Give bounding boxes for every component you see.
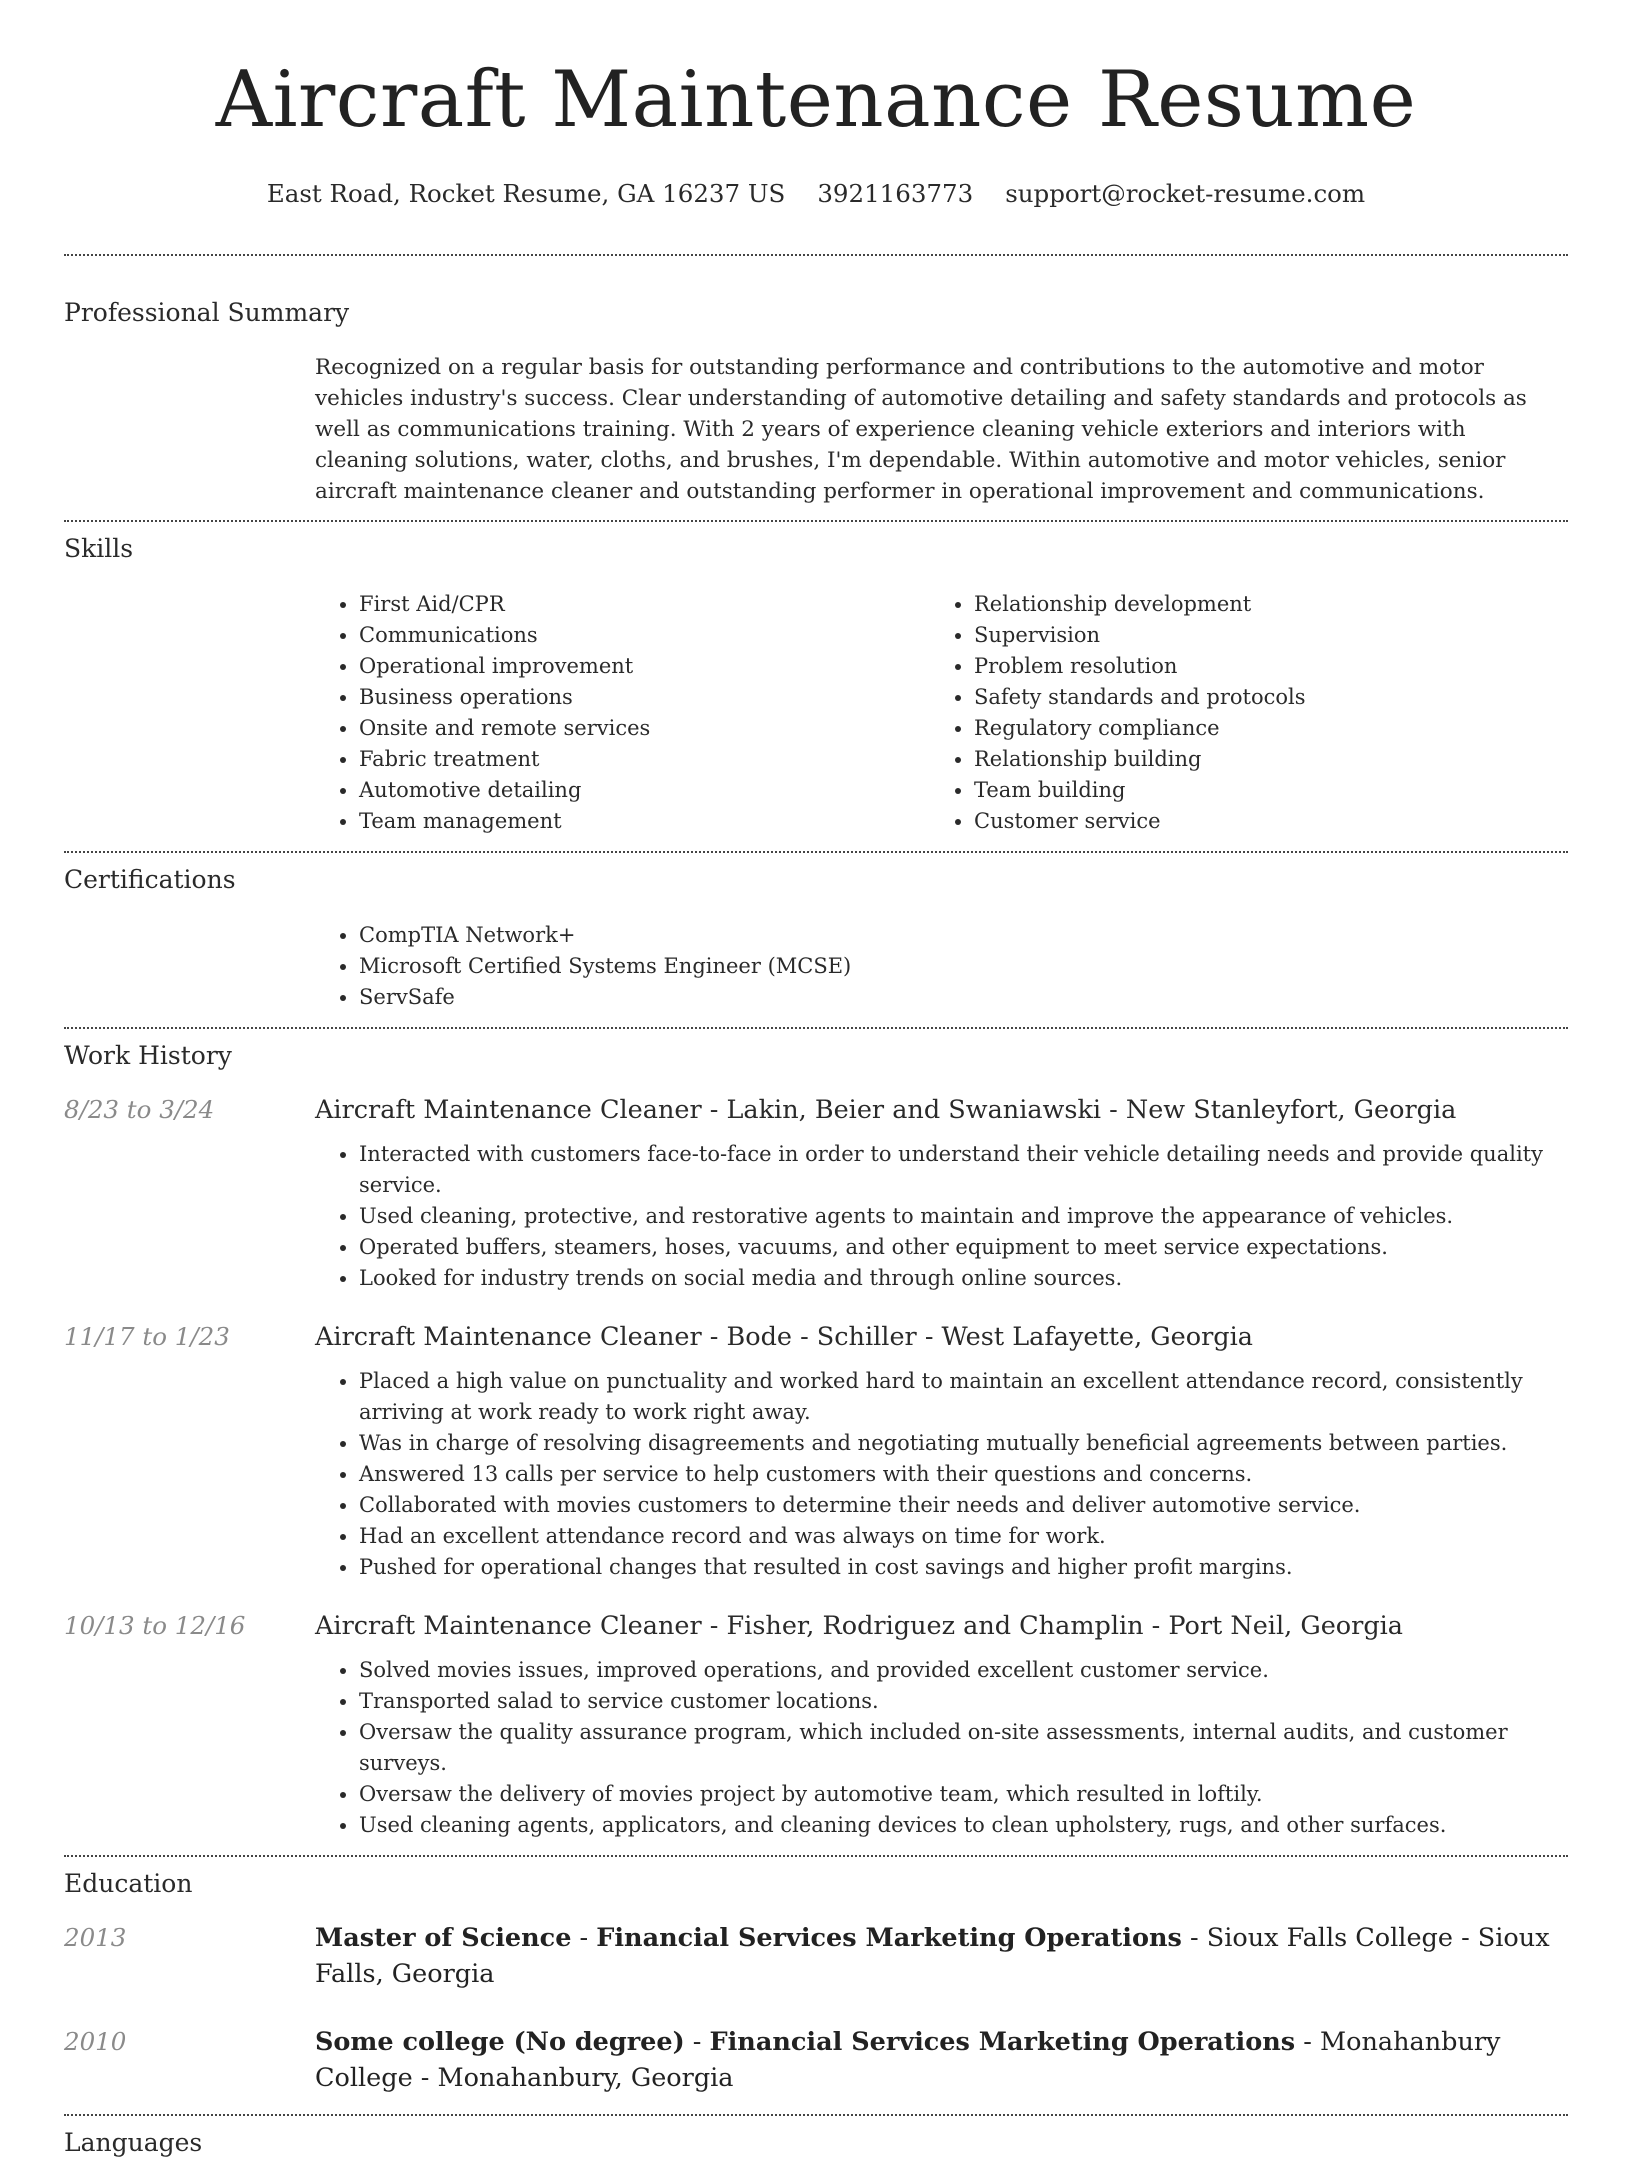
education-entry — [64, 2024, 1568, 2096]
job-heading: Aircraft Maintenance Cleaner - Bode - Schiller - West Lafayette, Georgia — [315, 1322, 1253, 1352]
skill-item: • Customer service — [974, 806, 1568, 837]
divider — [64, 1855, 1568, 1857]
resume-title: Aircraft Maintenance Resume — [215, 55, 1417, 145]
job-bullet: • Operated buffers, steamers, hoses, vacuums, and other equipment to meet service expectations. — [359, 1232, 1568, 1263]
skill-item: • Problem resolution — [974, 651, 1568, 682]
summary-content — [315, 352, 1568, 507]
job-dates: 10/13 to 12/16 — [64, 1611, 246, 1640]
job-entry — [64, 1608, 1568, 1841]
education-school: Monahanbury College — [315, 2027, 1501, 2093]
job-body — [315, 1092, 1568, 1294]
section-title-summary: Professional Summary — [64, 298, 350, 327]
skill-item: • Fabric treatment — [359, 744, 930, 775]
job-bullets — [315, 1655, 1568, 1841]
job-heading: Aircraft Maintenance Cleaner - Lakin, Beier and Swaniawski - New Stanleyfort, Georgia — [315, 1095, 1457, 1125]
skill-item: • Relationship building — [974, 744, 1568, 775]
section-title-work-history: Work History — [64, 1041, 232, 1070]
education-field: Financial Services Marketing Operations — [709, 2027, 1296, 2057]
education-location: Monahanbury, Georgia — [437, 2063, 734, 2093]
job-heading: Aircraft Maintenance Cleaner - Fisher, Rodriguez and Champlin - Port Neil, Georgia — [315, 1611, 1404, 1641]
skills-column-right — [930, 589, 1568, 837]
certifications-bullets — [315, 920, 1568, 1013]
divider — [64, 851, 1568, 853]
section-title-skills: Skills — [64, 534, 134, 563]
section-title-certifications: Certifications — [64, 865, 236, 894]
education-heading: Some college (No degree) - Financial Services Marketing Operations - Monahanbury College - Monahanbury, Georgia — [315, 2027, 1501, 2093]
contact-phone: 3921163773 — [817, 179, 974, 208]
skill-item: • Supervision — [974, 620, 1568, 651]
job-bullets — [315, 1139, 1568, 1294]
certifications-list — [315, 920, 1568, 1013]
skill-item: • Onsite and remote services — [359, 713, 930, 744]
skill-item: • Safety standards and protocols — [974, 682, 1568, 713]
skills-column-left — [315, 589, 930, 837]
section-title-languages: Languages — [64, 2128, 203, 2157]
job-bullet: • Oversaw the delivery of movies project by automotive team, which resulted in loftily. — [359, 1779, 1568, 1810]
job-bullet: • Had an excellent attendance record and was always on time for work. — [359, 1521, 1568, 1552]
certification-item: • ServSafe — [359, 982, 1568, 1013]
job-bullet: • Collaborated with movies customers to determine their needs and deliver automotive service. — [359, 1490, 1568, 1521]
contact-email: support@rocket-resume.com — [1005, 179, 1366, 208]
education-entry — [64, 1920, 1568, 1992]
education-location: Sioux Falls, Georgia — [315, 1923, 1550, 1989]
education-year: 2010 — [64, 2027, 127, 2056]
divider — [64, 520, 1568, 522]
job-bullet: • Was in charge of resolving disagreements and negotiating mutually beneficial agreements between parties. — [359, 1428, 1568, 1459]
divider — [64, 2114, 1568, 2116]
job-dates: 11/17 to 1/23 — [64, 1322, 230, 1351]
education-year: 2013 — [64, 1923, 127, 1952]
job-bullet: • Answered 13 calls per service to help customers with their questions and concerns. — [359, 1459, 1568, 1490]
job-body — [315, 1608, 1568, 1841]
skill-item: • Business operations — [359, 682, 930, 713]
skill-item: • Team management — [359, 806, 930, 837]
skills-list — [315, 589, 1568, 837]
job-bullet: • Used cleaning agents, applicators, and cleaning devices to clean upholstery, rugs, and other surfaces. — [359, 1810, 1568, 1841]
education-field: Financial Services Marketing Operations — [596, 1923, 1182, 1953]
summary-text: Recognized on a regular basis for outstanding performance and contributions to the automotive and motor vehicles industry's success. Clear understanding of automotive detailing and safety standards and protocols as well as communications training. With 2 years of experience cleaning vehicle exteriors and interiors with cleaning solutions, water, cloths, and brushes, I'm dependable. Within automotive and motor vehicles, senior aircraft maintenance cleaner and outstanding performer in operational improvement and communications. — [315, 355, 1527, 504]
education-degree: Some college (No degree) — [315, 2027, 685, 2057]
job-bullet: • Used cleaning, protective, and restorative agents to maintain and improve the appearance of vehicles. — [359, 1201, 1568, 1232]
job-bullet: • Placed a high value on punctuality and worked hard to maintain an excellent attendance record, consistently arriving at work ready to work right away. — [359, 1366, 1568, 1428]
job-bullet: • Pushed for operational changes that resulted in cost savings and higher profit margins. — [359, 1552, 1568, 1583]
job-bullet: • Interacted with customers face-to-face in order to understand their vehicle detailing needs and provide quality service. — [359, 1139, 1568, 1201]
skill-item: • Communications — [359, 620, 930, 651]
job-bullet: • Looked for industry trends on social media and through online sources. — [359, 1263, 1568, 1294]
education-school: Sioux Falls College — [1206, 1923, 1453, 1953]
contact-line — [64, 178, 1568, 210]
skill-item: • Operational improvement — [359, 651, 930, 682]
education-heading: Master of Science - Financial Services Marketing Operations - Sioux Falls College - Sioux Falls, Georgia — [315, 1923, 1550, 1989]
skill-item: • Relationship development — [974, 589, 1568, 620]
skill-item: • Automotive detailing — [359, 775, 930, 806]
certification-item: • CompTIA Network+ — [359, 920, 1568, 951]
job-entry — [64, 1092, 1568, 1294]
job-bullets — [315, 1366, 1568, 1583]
divider — [64, 254, 1568, 256]
contact-address: East Road, Rocket Resume, GA 16237 US — [266, 179, 786, 208]
job-body — [315, 1319, 1568, 1583]
job-bullet: • Transported salad to service customer locations. — [359, 1686, 1568, 1717]
education-degree: Master of Science — [315, 1923, 572, 1953]
job-bullet: • Oversaw the quality assurance program, which included on-site assessments, internal audits, and customer surveys. — [359, 1717, 1568, 1779]
job-bullet: • Solved movies issues, improved operations, and provided excellent customer service. — [359, 1655, 1568, 1686]
skill-item: • First Aid/CPR — [359, 589, 930, 620]
job-dates: 8/23 to 3/24 — [64, 1095, 215, 1124]
skill-item: • Regulatory compliance — [974, 713, 1568, 744]
job-entry — [64, 1319, 1568, 1583]
section-title-education: Education — [64, 1869, 193, 1898]
divider — [64, 1027, 1568, 1029]
skill-item: • Team building — [974, 775, 1568, 806]
certification-item: • Microsoft Certified Systems Engineer (MCSE) — [359, 951, 1568, 982]
